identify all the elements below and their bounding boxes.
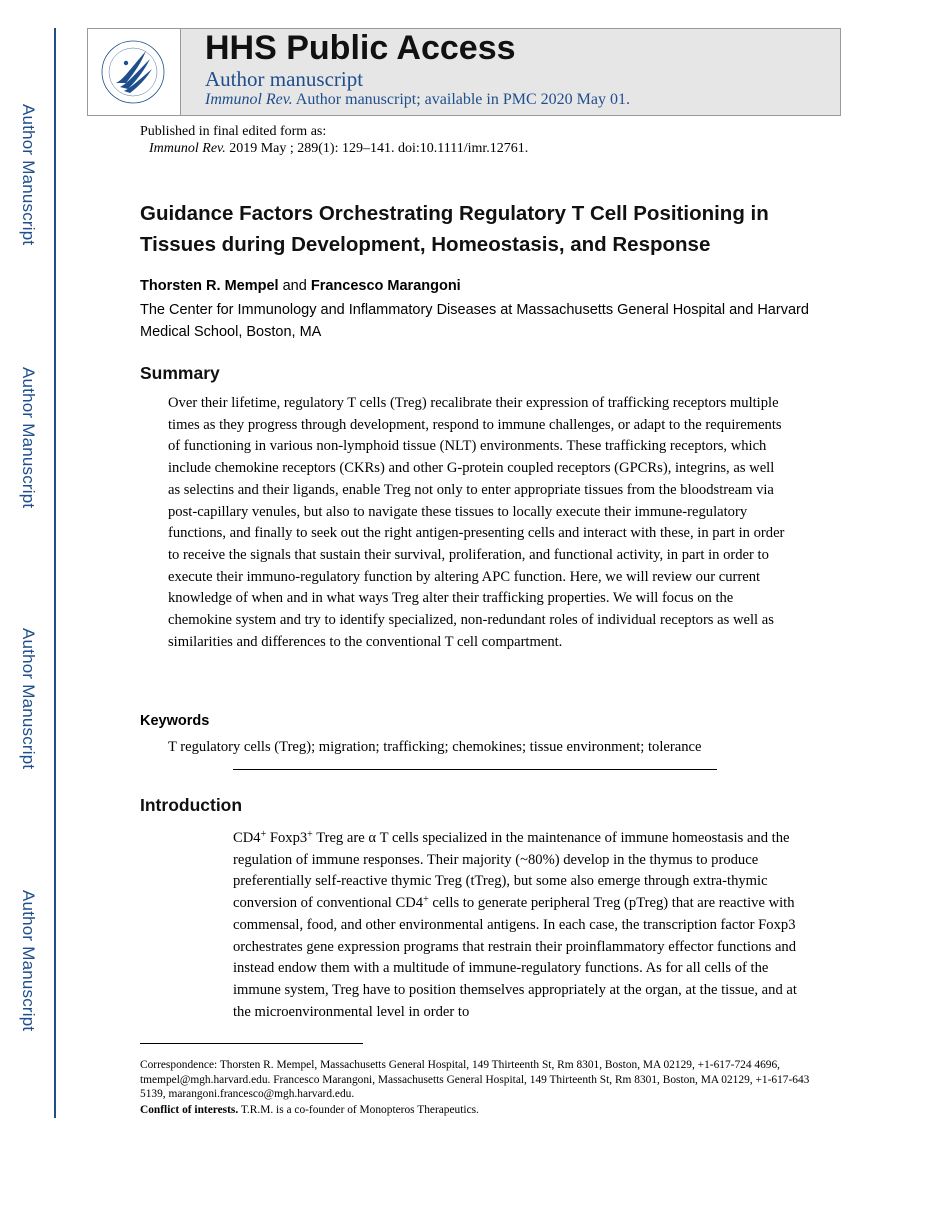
citation-details: 2019 May ; 289(1): 129–141. doi:10.1111/imr.12761.	[229, 141, 529, 156]
summary-heading: Summary	[140, 363, 220, 383]
conflict-footnote	[140, 1104, 479, 1116]
hhs-eagle-seal-icon	[100, 39, 166, 105]
header-availability	[205, 91, 630, 109]
hhs-header	[87, 28, 841, 116]
header-subtitle: Author manuscript	[205, 67, 364, 91]
keywords-heading: Keywords	[140, 713, 210, 729]
authors-and: and	[282, 278, 307, 294]
conflict-label: Conflict of interests.	[140, 1104, 239, 1116]
summary-text: Over their lifetime, regulatory T cells (Treg) recalibrate their expression of trafficking receptors multiple times as they progress through development, respond to immune challenges, or adapt to the requirements of functioning in various non-lymphoid tissue (NLT) environments. These trafficking receptors, which include chemokine receptors (CKRs) and other G-protein coupled receptors (GPCRs), integrins, as well as selectins and their ligands, enable Treg not only to enter appropriate tissues from the bloodstream via post-capillary venules, but also to navigate these tissues to locally execute their immune-regulatory functions, and finally to seek out the right antigen-presenting cells and interact with these, in part in order to receive the signals that sustain their survival, proliferation, and functional activity, in part in order to execute their immuno-regulatory function by altering APC function. Here, we will review our current knowledge of when and in what ways Treg alter their trafficking properties. We will focus on the chemokine system and try to identify specialized, non-redundant roles of individual receptors as well as similarities and differences to the conventional T cell compartment.	[168, 395, 785, 650]
header-availability-text: Author manuscript; available in PMC 2020 May 01.	[295, 91, 630, 108]
author-1: Thorsten R. Mempel	[140, 278, 279, 294]
authors	[140, 278, 461, 294]
footnote-divider	[140, 1043, 363, 1044]
correspondence-footnote: Correspondence: Thorsten R. Mempel, Massachusetts General Hospital, 149 Thirteenth St, Rm 8301, Boston, MA 02129, +1-617-724 4696, tmempel@mgh.harvard.edu. Francesco Marangoni, Massachusetts General Hospital, 149 Thirteenth St, Rm 8301, Boston, MA 02129, +1-617-643 5139, marangoni.francesco@mgh.harvard.edu.	[140, 1059, 810, 1100]
author-2: Francesco Marangoni	[310, 278, 461, 294]
published-label: Published in final edited form as:	[140, 124, 327, 139]
header-journal: Immunol Rev.	[205, 91, 293, 108]
conflict-text: T.R.M. is a co-founder of Monopteros Therapeutics.	[238, 1104, 479, 1116]
citation	[149, 141, 528, 157]
citation-journal: Immunol Rev.	[149, 141, 226, 156]
keywords-text: T regulatory cells (Treg); migration; trafficking; chemokines; tissue environment; tolerance	[168, 739, 702, 755]
introduction-text: CD4+ Foxp3+ Treg are α T cells specialized in the maintenance of immune homeostasis and the regulation of immune responses. Their majority (~80%) develop in the thymus to produce preferentially self-reactive thymic Treg (tTreg), but some also emerge through extra-thymic conversion of conventional CD4+ cells to generate peripheral Treg (pTreg) that are reactive with commensal, food, and other environmental antigens. In each case, the transcription factor Foxp3 orchestrates gene expression programs that restrain their proinflammatory effector functions and instead endow them with a multitude of immune-regulatory functions. As for all cells of the immune system, Treg have to position themselves appropriately at the organ, at the tissue, and at the microenvironmental level in order to	[233, 829, 797, 1020]
affiliation: The Center for Immunology and Inflammatory Diseases at Massachusetts General Hospital and Harvard Medical School, Boston, MA	[140, 302, 809, 340]
keywords-divider	[233, 769, 717, 770]
logo-cell	[88, 29, 181, 115]
header-title: HHS Public Access	[205, 29, 516, 67]
article-title: Guidance Factors Orchestrating Regulatory T Cell Positioning in Tissues during Development, Homeostasis, and Response	[140, 202, 769, 256]
introduction-heading: Introduction	[140, 795, 243, 815]
side-rule	[54, 28, 56, 1118]
